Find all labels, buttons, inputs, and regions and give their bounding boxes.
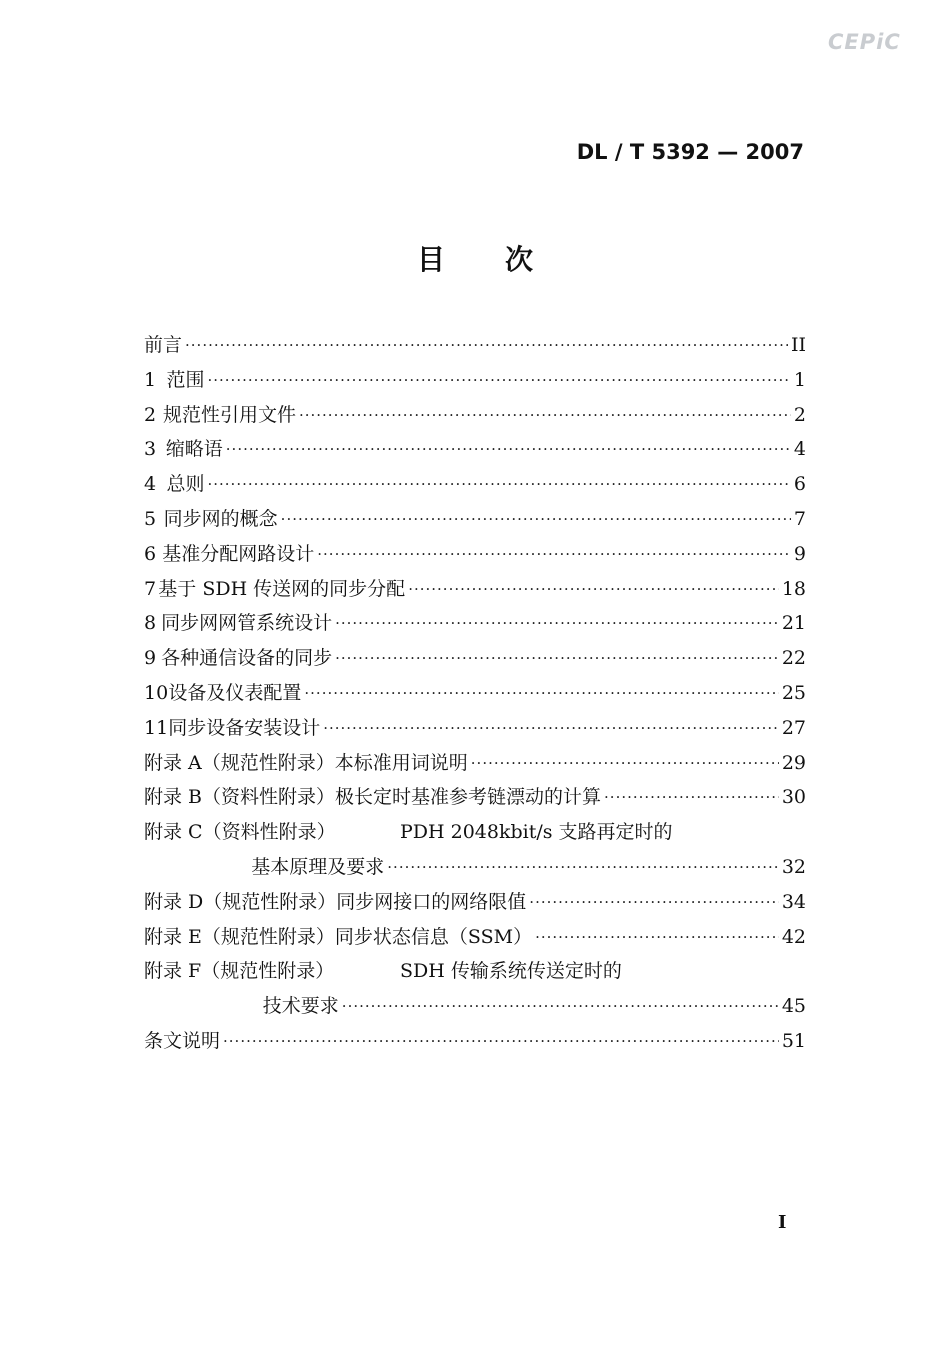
toc-entry-label: 同步网接口的网络限值 bbox=[336, 890, 527, 913]
toc-entry-preface[interactable] bbox=[144, 328, 806, 363]
toc-entry-appendix-a[interactable] bbox=[144, 746, 806, 781]
dot-leader bbox=[408, 572, 779, 607]
toc-entry-appendix-f[interactable] bbox=[144, 954, 806, 989]
dot-leader bbox=[226, 432, 791, 467]
toc-entry-label: 前言 bbox=[144, 334, 183, 356]
dot-leader bbox=[335, 641, 779, 676]
toc-entry-page: II bbox=[790, 334, 806, 356]
dot-leader bbox=[207, 363, 790, 398]
toc-entry-page: 27 bbox=[781, 716, 806, 739]
toc-appendix-tag: 附录 B（资料性附录） bbox=[144, 786, 336, 809]
toc-entry-7[interactable] bbox=[144, 572, 806, 607]
toc-appendix-tag: 附录 D（规范性附录） bbox=[144, 890, 337, 913]
toc-entry-page: 6 bbox=[793, 473, 806, 496]
dot-leader bbox=[535, 920, 779, 955]
toc-entry-page: 7 bbox=[793, 507, 806, 530]
toc-entry-6[interactable] bbox=[144, 537, 806, 572]
toc-entry-8[interactable] bbox=[144, 606, 806, 641]
toc-entry-label: 极长定时基准参考链漂动的计算 bbox=[335, 786, 602, 809]
toc-entry-label: 设备及仪表配置 bbox=[168, 681, 302, 704]
toc-entry-number: 10 bbox=[144, 681, 169, 704]
toc-entry-number: 6 bbox=[144, 542, 157, 565]
toc-entry-appendix-c-continued[interactable] bbox=[144, 850, 806, 885]
toc-entry-4[interactable] bbox=[144, 467, 806, 502]
toc-appendix-tag: 附录 A（规范性附录） bbox=[144, 751, 335, 774]
toc-entry-9[interactable] bbox=[144, 641, 806, 676]
toc-entry-label: 同步网网管系统设计 bbox=[161, 612, 333, 635]
page-title: 目次 bbox=[416, 243, 593, 276]
toc-entry-number: 4 bbox=[144, 473, 157, 496]
toc-entry-label: 技术要求 bbox=[262, 995, 339, 1018]
toc-entry-label: 基准分配网路设计 bbox=[162, 542, 315, 565]
cepic-watermark-logo: CEPiC bbox=[828, 30, 901, 54]
toc-entry-label: 总则 bbox=[166, 473, 205, 496]
dot-leader bbox=[342, 989, 779, 1024]
toc-entry-number: 7 bbox=[144, 577, 157, 600]
toc-entry-appendix-e[interactable] bbox=[144, 920, 806, 955]
toc-entry-appendix-d[interactable] bbox=[144, 885, 806, 920]
toc-entry-1[interactable] bbox=[144, 363, 806, 398]
toc-entry-appendix-c[interactable] bbox=[144, 815, 806, 850]
toc-entry-appendix-f-continued[interactable] bbox=[144, 989, 806, 1024]
dot-leader bbox=[529, 885, 779, 920]
toc-entry-label: 缩略语 bbox=[165, 438, 223, 461]
toc-entry-number: 11 bbox=[144, 716, 169, 739]
dot-leader bbox=[223, 1024, 779, 1059]
toc-entry-number: 8 bbox=[144, 612, 157, 635]
table-of-contents bbox=[144, 328, 806, 1059]
toc-entry-2[interactable] bbox=[144, 398, 806, 433]
toc-entry-page: 25 bbox=[781, 681, 806, 704]
toc-entry-page: 21 bbox=[781, 612, 806, 635]
dot-leader bbox=[604, 780, 779, 815]
toc-entry-label: 同步状态信息（SSM） bbox=[334, 925, 533, 948]
toc-entry-label: 同步设备安装设计 bbox=[168, 716, 321, 739]
toc-entry-page: 18 bbox=[781, 577, 806, 600]
toc-entry-label: 各种通信设备的同步 bbox=[161, 647, 333, 670]
toc-entry-appendix-b[interactable] bbox=[144, 780, 806, 815]
standard-code: DL / T 5392 — 2007 bbox=[576, 140, 804, 164]
toc-entry-11[interactable] bbox=[144, 711, 806, 746]
toc-entry-label: 条文说明 bbox=[144, 1029, 221, 1052]
toc-entry-explanation[interactable] bbox=[144, 1024, 806, 1059]
page-number: I bbox=[778, 1212, 787, 1233]
toc-entry-page: 2 bbox=[793, 403, 806, 426]
toc-appendix-tag: 附录 F（规范性附录） bbox=[144, 960, 335, 983]
dot-leader bbox=[304, 676, 778, 711]
toc-entry-number: 3 bbox=[144, 438, 157, 461]
toc-entry-page: 51 bbox=[781, 1029, 806, 1052]
toc-entry-page: 4 bbox=[793, 438, 806, 461]
toc-entry-page: 34 bbox=[781, 890, 806, 913]
dot-leader bbox=[323, 711, 779, 746]
toc-appendix-tag: 附录 C（资料性附录） bbox=[144, 821, 336, 844]
toc-entry-page: 32 bbox=[781, 855, 806, 878]
dot-leader bbox=[387, 850, 779, 885]
toc-entry-number: 2 bbox=[144, 403, 157, 426]
toc-entry-label: 同步网的概念 bbox=[163, 507, 278, 530]
toc-entry-page: 30 bbox=[781, 786, 806, 809]
dot-leader bbox=[471, 746, 779, 781]
toc-appendix-tag: 附录 E（规范性附录） bbox=[144, 925, 335, 948]
toc-entry-label: 基于 SDH 传送网的同步分配 bbox=[158, 577, 406, 600]
dot-leader bbox=[335, 606, 779, 641]
toc-entry-label: 基本原理及要求 bbox=[251, 855, 385, 878]
toc-entry-number: 9 bbox=[144, 647, 157, 670]
dot-leader bbox=[207, 467, 790, 502]
toc-entry-label: PDH 2048kbit/s 支路再定时的 bbox=[400, 821, 673, 844]
dot-leader bbox=[185, 328, 788, 363]
toc-entry-label: 范围 bbox=[166, 368, 205, 391]
toc-entry-3[interactable] bbox=[144, 432, 806, 467]
toc-entry-label: SDH 传输系统传送定时的 bbox=[400, 960, 622, 983]
toc-entry-label: 本标准用词说明 bbox=[334, 751, 468, 774]
toc-entry-5[interactable] bbox=[144, 502, 806, 537]
dot-leader bbox=[317, 537, 791, 572]
toc-entry-number: 1 bbox=[144, 368, 157, 391]
toc-entry-label: 规范性引用文件 bbox=[162, 403, 296, 426]
toc-entry-page: 9 bbox=[793, 542, 806, 565]
toc-entry-page: 1 bbox=[793, 368, 806, 391]
dot-leader bbox=[281, 502, 791, 537]
toc-entry-page: 45 bbox=[781, 995, 806, 1018]
toc-entry-10[interactable] bbox=[144, 676, 806, 711]
toc-entry-page: 42 bbox=[781, 925, 806, 948]
toc-entry-page: 22 bbox=[781, 647, 806, 670]
toc-entry-number: 5 bbox=[144, 507, 157, 530]
dot-leader bbox=[299, 398, 791, 433]
toc-entry-page: 29 bbox=[781, 751, 806, 774]
